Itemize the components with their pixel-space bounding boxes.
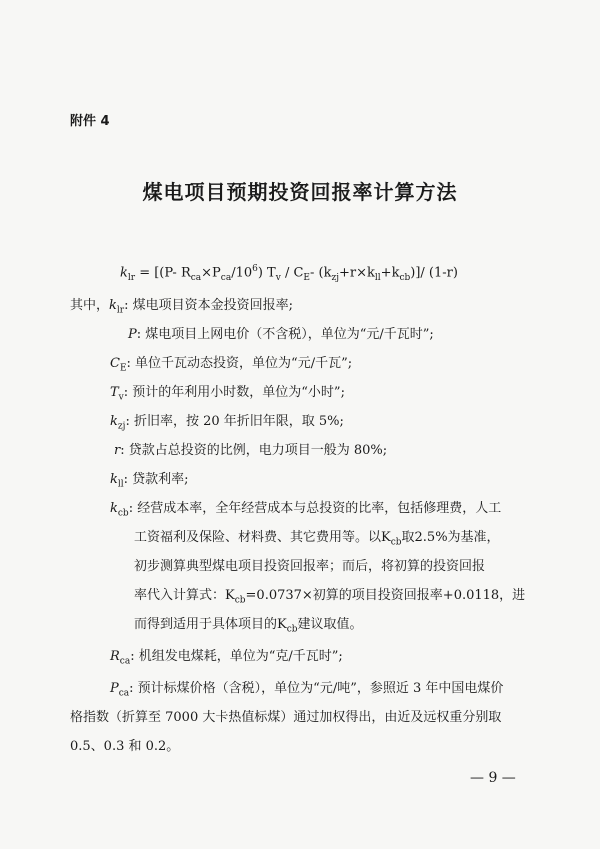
formula: $k_{lr} = [(P-$ $R_{ca}\times P_{ca}/10^6$) $T_v / C_E-$ $(k_{zj}+r\times k_{ll}+k_{cb})]/$ (1-r)	[120, 264, 458, 283]
page-title: 煤电项目预期投资回报率计算方法	[142, 180, 458, 204]
definition-row: $P_{ca}$: 预计标煤价格（含税），单位为“元/吨”，参照近 3 年中国电煤价	[110, 681, 504, 699]
definition-row: P: 煤电项目上网电价（不含税），单位为“元/千瓦时”;	[128, 327, 434, 342]
definition-row: $R_{ca}$: 机组发电煤耗，单位为“克/千瓦时”;	[110, 649, 343, 667]
definition-continuation: 率代入计算式：$K_{cb}=0.0737\times$初算的项目投资回报率+0.0118，进	[134, 588, 526, 606]
definition-row: 其中，$k_{lr}$: 煤电项目资本金投资回报率;	[70, 298, 293, 316]
definition-row: $k_{ll}$: 贷款利率;	[110, 472, 189, 490]
attachment-label: 附件 4	[70, 114, 110, 129]
definition-continuation: 0.5、0.3 和 0.2。	[70, 739, 180, 754]
definition-row: $C_E$: 单位千瓦动态投资，单位为“元/千瓦”;	[110, 356, 353, 374]
definition-continuation: 工资福利及保险、材料费、其它费用等。以$K_{cb}$取2.5%为基准，	[134, 530, 500, 548]
definition-continuation: 格指数（折算至 7000 大卡热值标煤）通过加权得出，由近及远权重分别取	[70, 710, 502, 725]
definition-row: $k_{zj}$: 折旧率，按 20 年折旧年限，取 5%;	[110, 414, 344, 432]
definition-row: $k_{cb}$: 经营成本率，全年经营成本与总投资的比率，包括修理费，人工	[110, 501, 502, 519]
page-number: — 9 —	[470, 770, 516, 786]
definition-row: $T_v$: 预计的年利用小时数，单位为“小时”;	[110, 385, 345, 403]
definition-continuation: 初步测算典型煤电项目投资回报率；而后，将初算的投资回报	[134, 559, 486, 574]
definition-continuation: 而得到适用于具体项目的$K_{cb}$建议取值。	[134, 617, 363, 635]
definition-row: r: 贷款占总投资的比例，电力项目一般为 80%;	[114, 443, 388, 458]
